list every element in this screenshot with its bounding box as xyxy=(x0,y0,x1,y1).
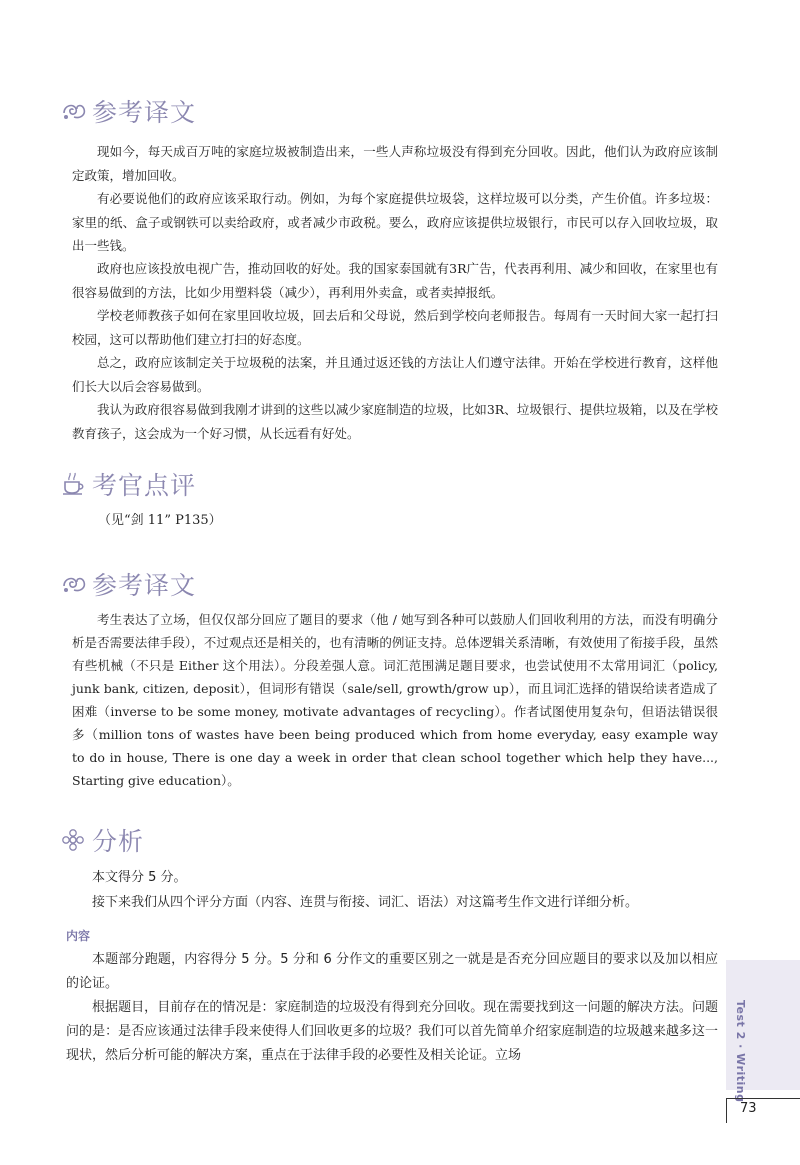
paragraph: 我认为政府很容易做到我刚才讲到的这些以减少家庭制造的垃圾，比如3R、垃圾银行、提供垃圾箱，以及在学校教育孩子，这会成为一个好习惯，从长远看有好处。 xyxy=(72,402,718,441)
reference-note: （见“剑 11” P135） xyxy=(98,513,222,528)
section-heading-text: 分析 xyxy=(92,827,145,856)
section-heading-analysis xyxy=(60,822,144,858)
paragraph: 考生表达了立场，但仅仅部分回应了题目的要求（他 / 她写到各种可以鼓励人们回收利用的方法，而没有明确分析是否需要法律手段），不过观点还是相关的，也有清晰的例证支持。总体逻辑关系清晰，有效使用了衔接手段，虽然有些机械（不只是 Either 这个用法）。分段差强人意。词汇范围满足题目要求，也尝试使用不太常用词汇（policy, junk bank, citizen, deposit），但词形有错误（sale/sell, growth/grow up），而且词汇选择的错误给读者造成了困难（inverse to be some money, motivate advantages of recycling）。作者试图使用复杂句，但语法错误很多（million tons of wastes have been being produced which from home everyday, easy example way to do in house, There is one day a week in order that clean school together which help they have..., Starting give education）。 xyxy=(72,612,718,788)
flower-icon xyxy=(60,828,88,852)
analysis-intro: 接下来我们从四个评分方面（内容、连贯与衔接、词汇、语法）对这篇考生作文进行详细分析。 xyxy=(92,895,639,910)
paragraph: 学校老师教孩子如何在家里回收垃圾，回去后和父母说，然后到学校向老师报告。每周有一天时间大家一起打扫校园，这可以帮助他们建立打扫的好态度。 xyxy=(72,308,718,347)
subsection-label-content: 内容 xyxy=(66,929,91,943)
sidebar-label: Test 2 · Writing xyxy=(734,1000,747,1103)
page-number: 73 xyxy=(740,1101,757,1116)
section-heading-text: 参考译文 xyxy=(92,98,197,127)
teacup-icon xyxy=(60,472,88,496)
paragraph: 有必要说他们的政府应该采取行动。例如，为每个家庭提供垃圾袋，这样垃圾可以分类，产生价值。许多垃圾：家里的纸、盒子或钢铁可以卖给政府，或者减少市政税。要么，政府应该提供垃圾银行，市民可以存入回收垃圾，取出一些钱。 xyxy=(72,191,718,253)
section-heading-translation-2 xyxy=(60,566,196,602)
paragraph: 现如今，每天成百万吨的家庭垃圾被制造出来，一些人声称垃圾没有得到充分回收。因此，他们认为政府应该制定政策，增加回收。 xyxy=(72,144,718,183)
paragraph: 总之，政府应该制定关于垃圾税的法案，并且通过返还钱的方法让人们遵守法律。开始在学校进行教育，这样他们长大以后会容易做到。 xyxy=(72,355,718,394)
paragraph: 政府也应该投放电视广告，推动回收的好处。我的国家泰国就有3R广告，代表再利用、减少和回收，在家里也有很容易做到的方法，比如少用塑料袋（减少），再利用外卖盒，或者卖掉报纸。 xyxy=(72,261,718,300)
paragraph: 根据题目，目前存在的情况是：家庭制造的垃圾没有得到充分回收。现在需要找到这一问题的解决方法。问题问的是：是否应该通过法律手段来使得人们回收更多的垃圾？我们可以首先简单介绍家庭制造的垃圾越来越多这一现状，然后分析可能的解决方案，重点在于法律手段的必要性及相关论证。立场 xyxy=(66,1000,718,1063)
swirl-icon xyxy=(60,99,88,123)
section-heading-text: 参考译文 xyxy=(92,571,197,600)
section-heading-examiner-comment xyxy=(60,466,196,502)
score-line: 本文得分 5 分。 xyxy=(92,870,187,885)
page-number-box xyxy=(726,1098,800,1123)
paragraph: 本题部分跑题，内容得分 5 分。5 分和 6 分作文的重要区别之一就是是否充分回应题目的要求以及加以相应的论证。 xyxy=(66,952,718,991)
section-heading-text: 考官点评 xyxy=(92,471,197,500)
section-heading-translation-1 xyxy=(60,93,196,129)
swirl-icon xyxy=(60,572,88,596)
